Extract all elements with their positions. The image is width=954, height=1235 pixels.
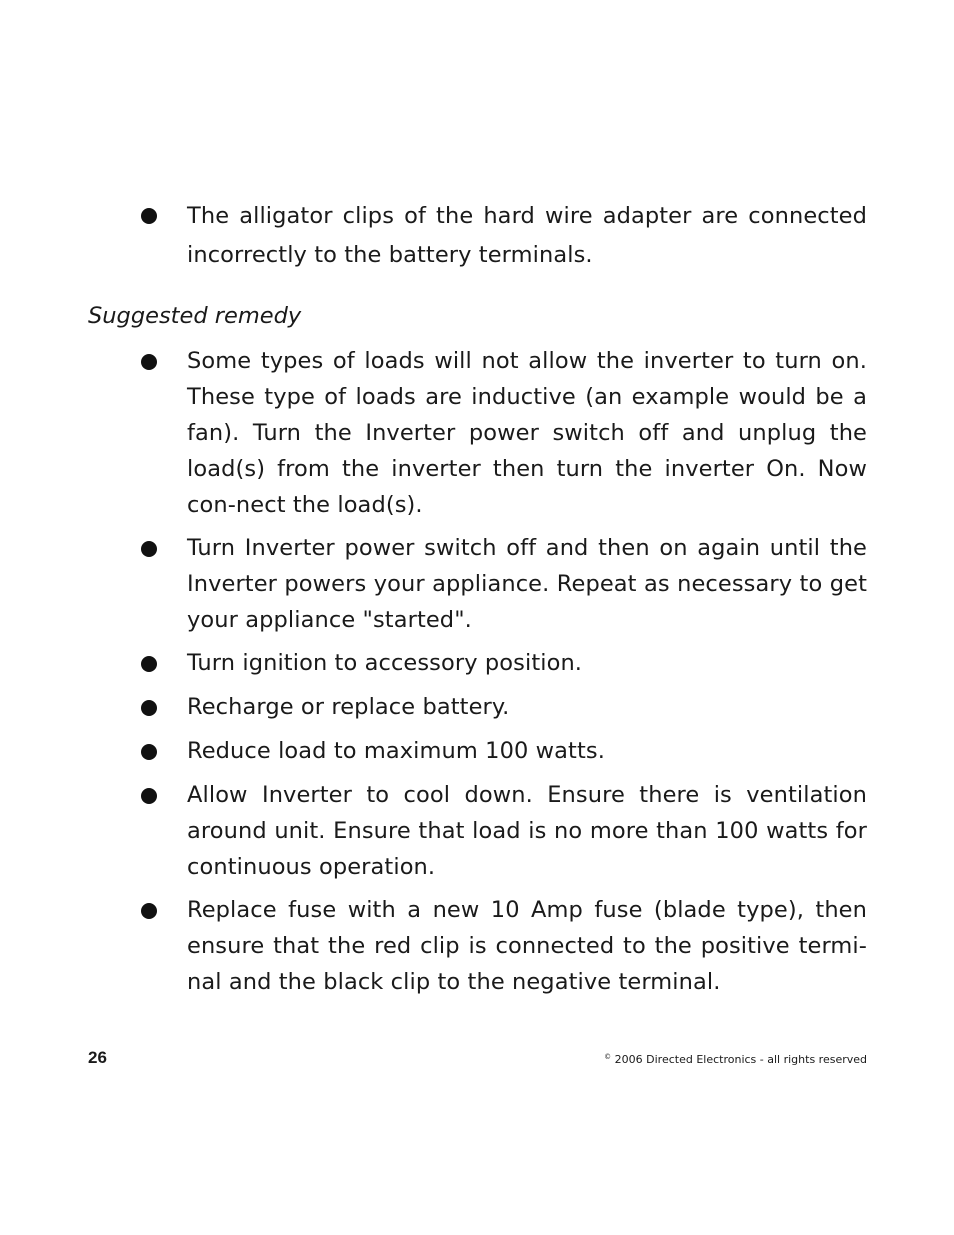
bullet-text: Some types of loads will not allow the inverter to turn on. These type of loads are inductive (an example would be a fan). Turn the Inverter power switch off and unplug the load(s) from the inverter then turn the inverter On. Now con-nect the load(s). [187, 348, 867, 518]
bullet-icon [141, 541, 157, 557]
bullet-text: Turn ignition to accessory position. [187, 650, 583, 676]
copyright-text: 2006 Directed Electronics - all rights reserved [614, 1053, 867, 1066]
bullet-icon [141, 700, 157, 716]
bullet-icon [141, 788, 157, 804]
bullet-text: Reduce load to maximum 100 watts. [187, 738, 605, 764]
bullet-icon [141, 744, 157, 760]
bullet-text: Turn Inverter power switch off and then on again until the Inverter powers your appliance. Repeat as necessary to get your appliance "started". [187, 535, 867, 633]
copyright-symbol: © [604, 1053, 612, 1061]
bullet-text: The alligator clips of the hard wire adapter are connected incorrectly to the battery terminals. [187, 203, 867, 268]
copyright-notice [604, 1048, 867, 1069]
bullet-text: Recharge or replace battery. [187, 694, 510, 720]
bullet-icon [141, 656, 157, 672]
bullet-icon [141, 354, 157, 370]
bullet-icon [141, 208, 157, 224]
bullet-text: Replace fuse with a new 10 Amp fuse (blade type), then ensure that the red clip is connected to the positive termi-nal and the black clip to the negative terminal. [187, 897, 867, 995]
bullet-icon [141, 903, 157, 919]
section-heading: Suggested remedy [88, 303, 302, 329]
bullet-text: Allow Inverter to cool down. Ensure there is ventilation around unit. Ensure that load is no more than 100 watts for continuous operation. [187, 782, 867, 880]
page-number: 26 [88, 1048, 107, 1067]
